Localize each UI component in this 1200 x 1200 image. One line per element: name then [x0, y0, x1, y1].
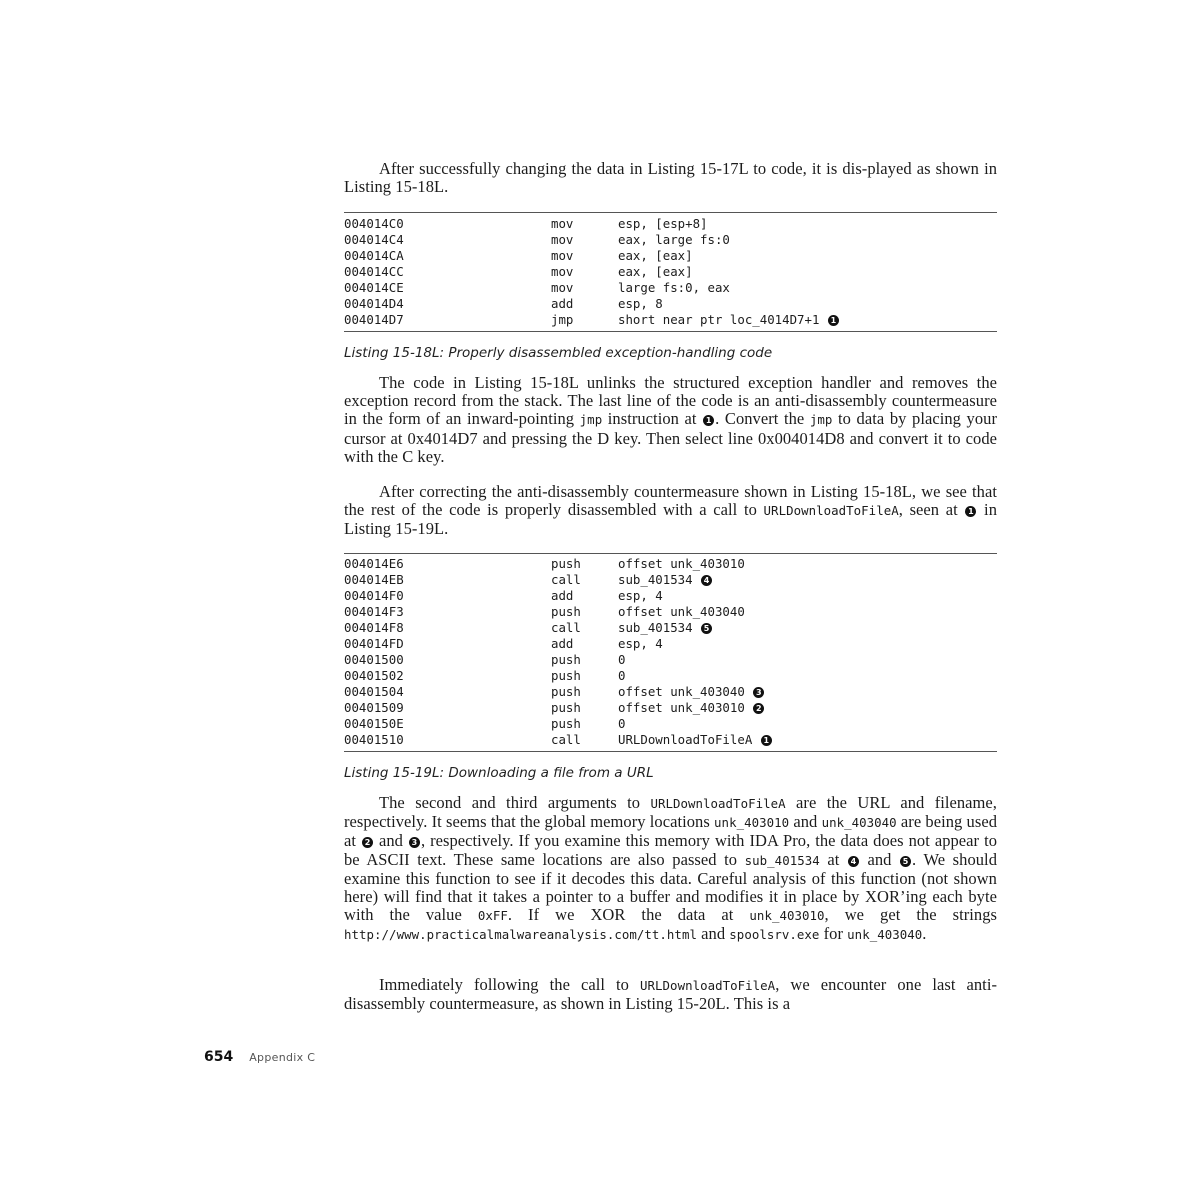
listing-caption: Listing 15-19L: Downloading a file from a URL: [344, 765, 654, 781]
listing-address: 004014E6: [344, 556, 404, 571]
listing-operand: large fs:0, eax: [618, 280, 730, 295]
callout-marker: 5: [701, 623, 712, 634]
listing-mnemonic: call: [551, 620, 581, 635]
listing-mnemonic: mov: [551, 264, 574, 279]
listing-operand: 0: [618, 652, 626, 667]
intro-paragraph: After successfully changing the data in Listing 15-17L to code, it is dis-played as shown in Listing 15-18L.: [344, 159, 997, 197]
listing-operand: esp, [esp+8]: [618, 216, 708, 231]
listing-mnemonic: push: [551, 684, 581, 699]
body-paragraph: Immediately following the call to URLDownloadToFileA, we encounter one last anti-disassembly countermeasure, as shown in Listing 15-20L. This is a: [344, 975, 997, 1014]
listing-operand: 0: [618, 716, 626, 731]
listing-row: [344, 636, 997, 652]
listing-row: [344, 296, 997, 312]
listing-row: [344, 732, 997, 748]
inline-code: unk_403040: [821, 815, 897, 831]
listing-15-18l: [344, 216, 997, 328]
listing-mnemonic: push: [551, 556, 581, 571]
listing-address: 00401509: [344, 700, 404, 715]
listing-15-19l: [344, 556, 997, 748]
listing-address: 004014D7: [344, 312, 404, 327]
callout-marker: 4: [701, 575, 712, 586]
listing-row: [344, 716, 997, 732]
inline-code: jmp: [809, 412, 833, 428]
listing-address: 00401500: [344, 652, 404, 667]
callout-marker: 2: [362, 837, 373, 848]
listing-row: [344, 620, 997, 636]
listing-row: [344, 280, 997, 296]
inline-code: spoolsrv.exe: [729, 927, 820, 943]
listing-operand: offset unk_403010 2: [618, 700, 765, 716]
listing-address: 004014D4: [344, 296, 404, 311]
page-number: 654: [204, 1049, 234, 1065]
listing-row: [344, 556, 997, 572]
listing-operand: eax, large fs:0: [618, 232, 730, 247]
listing-row: [344, 248, 997, 264]
listing-address: 004014EB: [344, 572, 404, 587]
callout-marker: 5: [900, 856, 911, 867]
listing-caption: Listing 15-18L: Properly disassembled exception-handling code: [344, 345, 773, 361]
listing-mnemonic: mov: [551, 216, 574, 231]
listing-address: 004014CC: [344, 264, 404, 279]
listing-row: [344, 232, 997, 248]
listing-mnemonic: mov: [551, 232, 574, 247]
listing-top-rule: [344, 212, 997, 213]
listing-operand: offset unk_403040 3: [618, 684, 765, 700]
listing-address: 004014FD: [344, 636, 404, 651]
listing-row: [344, 668, 997, 684]
listing-address: 004014F0: [344, 588, 404, 603]
listing-mnemonic: push: [551, 668, 581, 683]
listing-address: 00401502: [344, 668, 404, 683]
callout-marker: 3: [409, 837, 420, 848]
listing-mnemonic: jmp: [551, 312, 574, 327]
listing-operand: URLDownloadToFileA 1: [618, 732, 773, 748]
listing-operand: 0: [618, 668, 626, 683]
listing-mnemonic: mov: [551, 248, 574, 263]
callout-marker: 1: [761, 735, 772, 746]
listing-bottom-rule: [344, 751, 997, 752]
listing-address: 004014F3: [344, 604, 404, 619]
listing-address: 004014C0: [344, 216, 404, 231]
listing-mnemonic: push: [551, 604, 581, 619]
listing-row: [344, 604, 997, 620]
listing-address: 004014CA: [344, 248, 404, 263]
listing-operand: offset unk_403010: [618, 556, 745, 571]
listing-address: 004014C4: [344, 232, 404, 247]
body-paragraph: The second and third arguments to URLDownloadToFileA are the URL and filename, respectively. It seems that the global memory locations unk_403010 and unk_403040 are being used at 2 and 3 , respectively. If you examine this memory with IDA Pro, the data does not appear to be ASCII text. These same locations are also passed to sub_401534 at 4 and 5 . We should examine this function to see if it decodes this data. Careful analysis of this function (not shown here) will find that it takes a pointer to a buffer and modifies it in place by XOR’ing each byte with the value 0xFF. If we XOR the data at unk_403010, we get the strings http://www.practicalmalwareanalysis.com/tt.html and spoolsrv.exe for unk_403040.: [344, 793, 998, 944]
listing-operand: sub_401534 5: [618, 620, 713, 636]
listing-operand: eax, [eax]: [618, 248, 693, 263]
listing-operand: esp, 8: [618, 296, 663, 311]
inline-code: URLDownloadToFileA: [650, 796, 786, 811]
listing-address: 004014F8: [344, 620, 404, 635]
callout-marker: 4: [848, 856, 859, 867]
listing-address: 004014CE: [344, 280, 404, 295]
listing-address: 0040150E: [344, 716, 404, 731]
inline-code: URLDownloadToFileA: [763, 503, 899, 519]
listing-address: 00401510: [344, 732, 404, 747]
listing-row: [344, 652, 997, 668]
listing-operand: short near ptr loc_4014D7+1 1: [618, 312, 840, 328]
listing-operand: eax, [eax]: [618, 264, 693, 279]
listing-operand: sub_401534 4: [618, 572, 713, 588]
inline-code: unk_403010: [749, 908, 825, 924]
listing-top-rule: [344, 553, 997, 554]
page-footer: [204, 1046, 315, 1065]
listing-mnemonic: add: [551, 296, 574, 311]
listing-row: [344, 312, 997, 328]
listing-mnemonic: push: [551, 700, 581, 715]
footer-section: Appendix C: [249, 1051, 316, 1064]
listing-row: [344, 588, 997, 604]
body-paragraph: The code in Listing 15-18L unlinks the structured exception handler and removes the exception record from the stack. The last line of the code is an anti-disassembly countermeasure in the form of an inward-pointing jmp instruction at 1 . Convert the jmp to data by placing your cursor at 0x4014D7 and pressing the D key. Then select line 0x004014D8 and convert it to code with the C key.: [344, 373, 997, 466]
listing-row: [344, 572, 997, 588]
inline-code: http://www.practicalmalwareanalysis.com/tt.html: [344, 927, 697, 943]
listing-operand: esp, 4: [618, 636, 663, 651]
inline-code: sub_401534: [744, 852, 820, 868]
callout-marker: 3: [753, 687, 764, 698]
listing-mnemonic: call: [551, 732, 581, 747]
inline-code: URLDownloadToFileA: [640, 978, 776, 993]
inline-code: jmp: [579, 412, 603, 428]
listing-mnemonic: add: [551, 636, 574, 651]
listing-row: [344, 216, 997, 232]
listing-bottom-rule: [344, 331, 997, 332]
inline-code: unk_403010: [714, 815, 790, 831]
listing-row: [344, 264, 997, 280]
callout-marker: 1: [965, 506, 976, 517]
listing-operand: esp, 4: [618, 588, 663, 603]
callout-marker: 2: [753, 703, 764, 714]
listing-mnemonic: push: [551, 716, 581, 731]
listing-row: [344, 700, 997, 716]
listing-mnemonic: add: [551, 588, 574, 603]
listing-mnemonic: push: [551, 652, 581, 667]
listing-address: 00401504: [344, 684, 404, 699]
callout-marker: 1: [828, 315, 839, 326]
inline-code: unk_403040: [847, 927, 923, 943]
body-paragraph: After correcting the anti-disassembly countermeasure shown in Listing 15-18L, we see that the rest of the code is properly disassembled with a call to URLDownloadToFileA, seen at 1 in Listing 15-19L.: [344, 482, 997, 539]
inline-code: 0xFF: [477, 908, 508, 924]
listing-operand: offset unk_403040: [618, 604, 745, 619]
listing-mnemonic: call: [551, 572, 581, 587]
listing-mnemonic: mov: [551, 280, 574, 295]
callout-marker: 1: [703, 415, 714, 426]
listing-row: [344, 684, 997, 700]
